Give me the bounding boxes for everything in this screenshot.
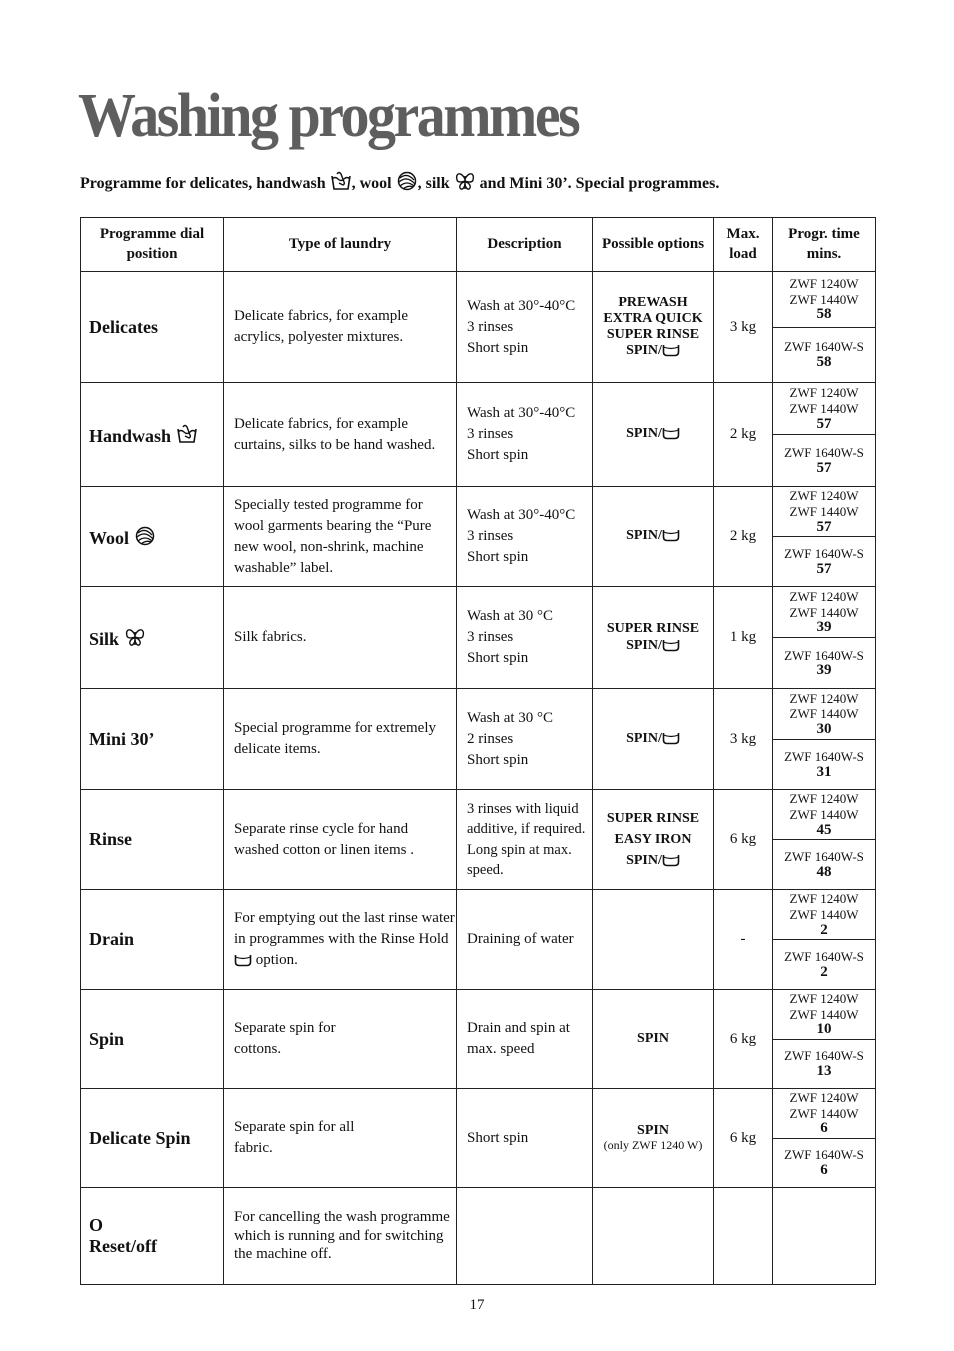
- rinse-hold-icon: [662, 426, 680, 440]
- possible-options: [593, 383, 714, 487]
- model-label: ZWF 1640W-S: [784, 748, 864, 764]
- desc-line: Short spin: [467, 339, 529, 356]
- time-value: 58: [816, 306, 832, 323]
- possible-options: [593, 587, 714, 689]
- desc-line: 3 rinses with liquid additive, if required. Long spin at max. speed.: [467, 800, 586, 878]
- model-label: ZWF 1640W-S: [784, 949, 864, 965]
- table-row: [81, 487, 876, 587]
- programme-name-text: Wool: [89, 527, 130, 548]
- programme-time: [773, 487, 876, 587]
- desc-line: Short spin: [467, 549, 529, 565]
- model-label: ZWF 1240W: [789, 991, 859, 1007]
- programme-time: [773, 383, 876, 487]
- desc-line: Short spin: [467, 447, 529, 463]
- model-label: ZWF 1440W: [789, 1105, 859, 1121]
- table-row: [81, 689, 876, 790]
- page-number: 17: [469, 1297, 485, 1313]
- time-value: 31: [816, 763, 832, 780]
- programme-name: Drain: [81, 890, 224, 990]
- model-label: ZWF 1440W: [789, 401, 859, 416]
- model-label: ZWF 1240W: [789, 891, 859, 907]
- table-header-row: [81, 218, 876, 272]
- page-title: Washing programmes: [78, 79, 579, 150]
- max-load: 3 kg: [714, 272, 773, 383]
- possible-options: [593, 487, 714, 587]
- option-label: SPIN/: [626, 528, 662, 544]
- option-label: EASY IRON: [614, 832, 692, 847]
- option-label: SPIN: [637, 1123, 669, 1139]
- programme-name: Spin: [81, 990, 224, 1089]
- programme-time: [773, 1188, 876, 1285]
- possible-options: [593, 689, 714, 790]
- programme-name: Delicates: [81, 272, 224, 383]
- rinse-hold-icon: [662, 731, 680, 745]
- programme-description: [457, 587, 593, 689]
- laundry-type: Specially tested programme for wool garments bearing the “Pure new wool, non-shrink, machine washable” label.: [224, 487, 457, 587]
- option-label: SPIN/: [626, 853, 662, 868]
- option-label: SPIN/: [626, 343, 662, 359]
- option-label: SUPER RINSE: [606, 327, 700, 342]
- programme-name-text: O: [89, 1215, 104, 1235]
- desc-line: Drain and spin at max. speed: [467, 1020, 570, 1057]
- desc-line: 3 rinses: [467, 629, 514, 645]
- model-label: ZWF 1640W-S: [784, 849, 864, 865]
- rinse-hold-icon: [662, 853, 680, 867]
- desc-line: 3 rinses: [467, 318, 514, 335]
- time-value: 6: [820, 1120, 828, 1137]
- option-label: SUPER RINSE: [606, 621, 700, 637]
- rinse-hold-icon: [662, 343, 680, 357]
- table-row: [81, 383, 876, 487]
- model-label: ZWF 1240W: [789, 1090, 859, 1106]
- programme-description: [457, 383, 593, 487]
- option-label: SPIN/: [626, 426, 662, 442]
- programme-time: [773, 790, 876, 890]
- model-label: ZWF 1240W: [789, 385, 859, 401]
- subtitle-text-4: and Mini 30’. Special programmes.: [479, 175, 720, 192]
- laundry-type: Delicate fabrics, for example acrylics, polyester mixtures.: [224, 272, 457, 383]
- desc-line: Wash at 30°-40°C: [467, 507, 576, 523]
- model-label: ZWF 1440W: [789, 907, 859, 922]
- possible-options: [593, 790, 714, 890]
- header-time: Progr. time mins.: [773, 218, 876, 272]
- time-value: 58: [816, 354, 832, 371]
- possible-options: [593, 890, 714, 990]
- model-label: ZWF 1240W: [789, 276, 859, 292]
- possible-options: [593, 990, 714, 1089]
- laundry-type: Separate spin for cottons.: [224, 990, 457, 1089]
- programme-name: Mini 30’: [81, 689, 224, 790]
- programme-name-text: Reset/off: [89, 1236, 157, 1256]
- possible-options: [593, 1188, 714, 1285]
- time-value: 30: [816, 720, 832, 737]
- desc-line: Wash at 30 °C: [467, 608, 554, 624]
- time-value: 45: [816, 821, 832, 838]
- time-value: 6: [820, 1162, 828, 1179]
- desc-line: Wash at 30°-40°C: [467, 297, 576, 314]
- desc-line: Short spin: [467, 650, 529, 666]
- model-label: ZWF 1440W: [789, 706, 859, 722]
- subtitle-text-2: , wool: [351, 175, 392, 192]
- model-label: ZWF 1440W: [789, 1006, 859, 1022]
- max-load: [714, 1188, 773, 1285]
- max-load: 6 kg: [714, 990, 773, 1089]
- model-label: ZWF 1640W-S: [784, 1147, 864, 1163]
- model-label: ZWF 1240W: [789, 488, 859, 504]
- programme-time: [773, 1089, 876, 1188]
- model-label: ZWF 1640W-S: [784, 445, 864, 461]
- table-row: [81, 890, 876, 990]
- table-row: [81, 1089, 876, 1188]
- subtitle-text-1: Programme for delicates, handwash: [80, 175, 326, 192]
- model-label: ZWF 1640W-S: [784, 1048, 864, 1064]
- programme-name: Rinse: [81, 790, 224, 890]
- model-label: ZWF 1440W: [789, 504, 859, 519]
- handwash-icon: [330, 170, 352, 192]
- programme-name-text: Handwash: [89, 425, 172, 446]
- model-label: ZWF 1440W: [789, 604, 859, 620]
- option-note: (only ZWF 1240 W): [603, 1138, 703, 1153]
- programme-description: [457, 1089, 593, 1188]
- table-row: [81, 587, 876, 689]
- laundry-type-text: option.: [255, 952, 298, 968]
- table-row: [81, 790, 876, 890]
- time-value: 39: [816, 619, 832, 636]
- time-value: 39: [816, 662, 832, 679]
- model-label: ZWF 1440W: [789, 291, 859, 307]
- desc-line: 2 rinses: [467, 730, 514, 747]
- desc-line: Draining of water: [467, 931, 574, 947]
- option-label: PREWASH: [618, 294, 688, 310]
- programme-name-text: Silk: [89, 628, 120, 649]
- desc-line: Short spin: [467, 751, 529, 768]
- option-label: SPIN/: [626, 730, 662, 746]
- programme-time: [773, 990, 876, 1089]
- subtitle-text-3: , silk: [417, 175, 450, 192]
- option-label: SPIN: [637, 1030, 669, 1046]
- silk-icon: [454, 170, 476, 192]
- model-label: ZWF 1240W: [789, 588, 859, 604]
- subtitle: [80, 170, 719, 193]
- max-load: 2 kg: [714, 383, 773, 487]
- header-dial: Programme dial position: [81, 218, 224, 272]
- programme-name: Delicate Spin: [81, 1089, 224, 1188]
- header-options: Possible options: [593, 218, 714, 272]
- time-value: 57: [816, 459, 832, 476]
- max-load: 1 kg: [714, 587, 773, 689]
- programme-description: [457, 272, 593, 383]
- programmes-table: [80, 217, 876, 1285]
- possible-options: [593, 272, 714, 383]
- wool-icon: [396, 170, 418, 192]
- programme-description: [457, 890, 593, 990]
- header-desc: Description: [457, 218, 593, 272]
- programme-name: [81, 487, 224, 587]
- table-row: [81, 990, 876, 1089]
- header-type: Type of laundry: [224, 218, 457, 272]
- laundry-type-text: For emptying out the last rinse water in programmes with the Rinse Hold: [234, 910, 455, 947]
- option-label: SPIN/: [626, 637, 662, 653]
- possible-options: [593, 1089, 714, 1188]
- programme-description: [457, 990, 593, 1089]
- laundry-type: [224, 890, 457, 990]
- laundry-type: For cancelling the wash programme which is running and for switching the machine off.: [224, 1188, 457, 1285]
- desc-line: 3 rinses: [467, 426, 514, 442]
- programme-time: [773, 587, 876, 689]
- option-label: EXTRA QUICK: [603, 310, 703, 326]
- programme-description: [457, 1188, 593, 1285]
- time-value: 13: [816, 1063, 832, 1080]
- desc-line: Wash at 30 °C: [467, 709, 554, 726]
- max-load: 6 kg: [714, 1089, 773, 1188]
- programme-description: [457, 487, 593, 587]
- option-label: SUPER RINSE: [606, 811, 700, 826]
- handwash-icon: [176, 423, 198, 445]
- wool-icon: [134, 525, 156, 547]
- programme-description: [457, 790, 593, 890]
- model-label: ZWF 1440W: [789, 807, 859, 822]
- time-value: 10: [816, 1021, 832, 1038]
- rinse-hold-icon: [234, 953, 252, 967]
- laundry-type: Separate rinse cycle for hand washed cotton or linen items .: [224, 790, 457, 890]
- max-load: 6 kg: [714, 790, 773, 890]
- table-row: [81, 272, 876, 383]
- time-value: 48: [816, 863, 832, 880]
- max-load: -: [714, 890, 773, 990]
- table-row: [81, 1188, 876, 1285]
- max-load: 3 kg: [714, 689, 773, 790]
- desc-line: Wash at 30°-40°C: [467, 405, 576, 421]
- programme-name: [81, 1188, 224, 1285]
- time-value: 57: [816, 415, 832, 432]
- rinse-hold-icon: [662, 638, 680, 652]
- programme-name: [81, 587, 224, 689]
- programme-time: [773, 689, 876, 790]
- time-value: 2: [820, 921, 828, 938]
- desc-line: Short spin: [467, 1129, 529, 1146]
- time-value: 2: [820, 963, 828, 980]
- laundry-type: Silk fabrics.: [224, 587, 457, 689]
- programme-time: [773, 890, 876, 990]
- model-label: ZWF 1640W-S: [784, 339, 864, 355]
- rinse-hold-icon: [662, 528, 680, 542]
- laundry-type: Delicate fabrics, for example curtains, silks to be hand washed.: [224, 383, 457, 487]
- time-value: 57: [816, 518, 832, 535]
- desc-line: 3 rinses: [467, 528, 514, 544]
- laundry-type: Separate spin for all fabric.: [224, 1089, 457, 1188]
- header-load: Max. load: [714, 218, 773, 272]
- programme-name: [81, 383, 224, 487]
- programme-time: [773, 272, 876, 383]
- model-label: ZWF 1240W: [789, 690, 859, 706]
- time-value: 57: [816, 560, 832, 577]
- silk-icon: [124, 626, 146, 648]
- max-load: 2 kg: [714, 487, 773, 587]
- programme-description: [457, 689, 593, 790]
- laundry-type: Special programme for extremely delicate items.: [224, 689, 457, 790]
- model-label: ZWF 1240W: [789, 791, 859, 807]
- model-label: ZWF 1640W-S: [784, 546, 864, 562]
- model-label: ZWF 1640W-S: [784, 647, 864, 663]
